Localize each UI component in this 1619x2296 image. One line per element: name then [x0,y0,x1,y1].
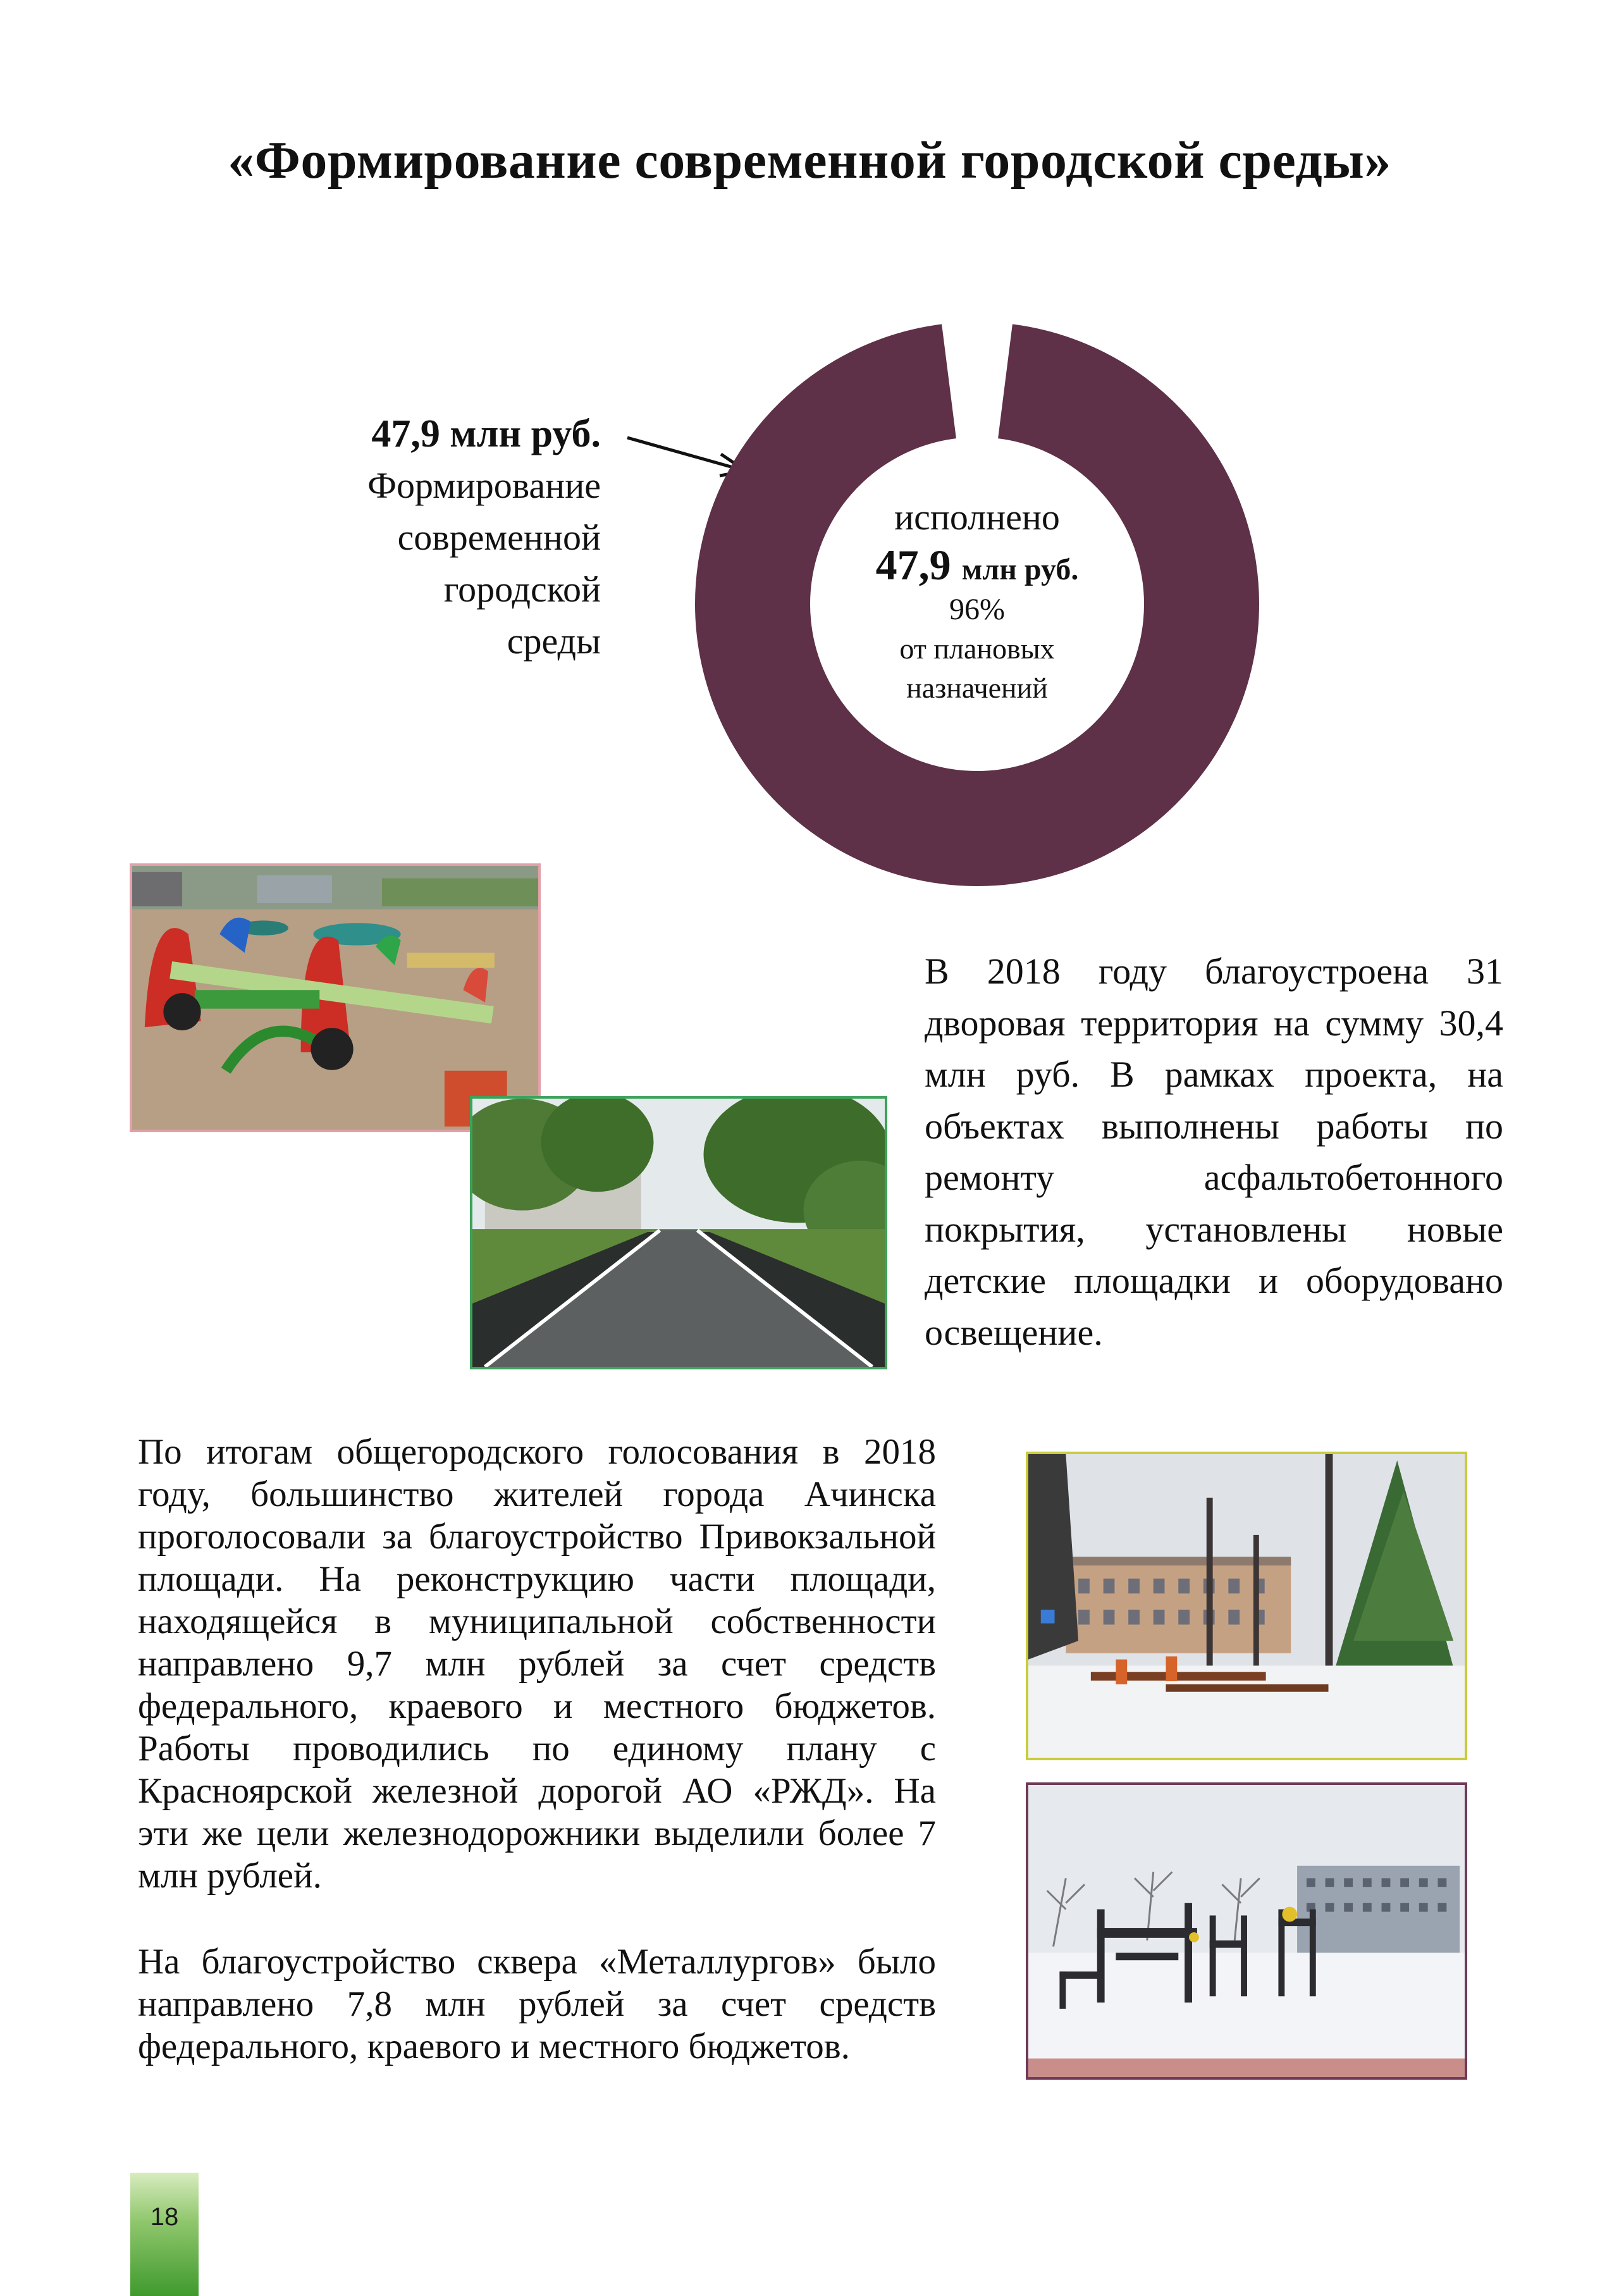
donut-note: от плановых назначений [899,633,1055,705]
callout-amount: 47,9 млн руб. [371,412,601,455]
callout-label-line: городской [443,569,601,610]
donut-status: исполнено [894,497,1060,538]
playground-seesaws-photo [130,863,541,1132]
metallurgists-square-playground-photo [1026,1782,1467,2080]
donut-amount [775,540,1179,589]
page-title: «Формирование современной городской среды» [228,131,1391,190]
donut-amount-unit: млн руб. [961,552,1079,586]
asphalt-path-photo [470,1096,887,1369]
page-number: 18 [130,2173,199,2296]
metallurgists-square-paragraph: На благоустройство сквера «Металлургов» было направлено 7,8 млн рублей за счет средств федерального, краевого и местного бюджетов. [138,1942,936,2066]
donut-amount-value: 47,9 [875,540,951,589]
station-square-winter-photo [1026,1452,1467,1760]
donut-percent: 96% [949,592,1005,626]
callout-label-line: современной [397,517,601,558]
callout-label-line: Формирование [367,465,601,506]
donut-center-label [775,497,1179,708]
station-square-paragraph: По итогам общегородского голосования в 2018 году, большинство жителей города Ачинска проголосовали за благоустройство Привокзальной площади. На реконструкцию части площади, находящейся в муниципальной собственности направлено 9,7 млн рублей за счет средств федерального, краевого и местного бюджетов. Работы проводились по единому плану с Красноярской железной дорогой АО «РЖД». На эти же цели железнодорожники выделили более 7 млн рублей. [138,1432,936,1896]
budget-callout [266,408,601,667]
callout-label-line: среды [507,620,601,662]
courtyards-paragraph: В 2018 году благоустроена 31 дворовая территория на сумму 30,4 млн руб. В рамках проекта, на объектах выполнены работы по ремонту асфальтобетонного покрытия, установлены новые детские площадки и оборудовано освещение. [925,951,1503,1353]
